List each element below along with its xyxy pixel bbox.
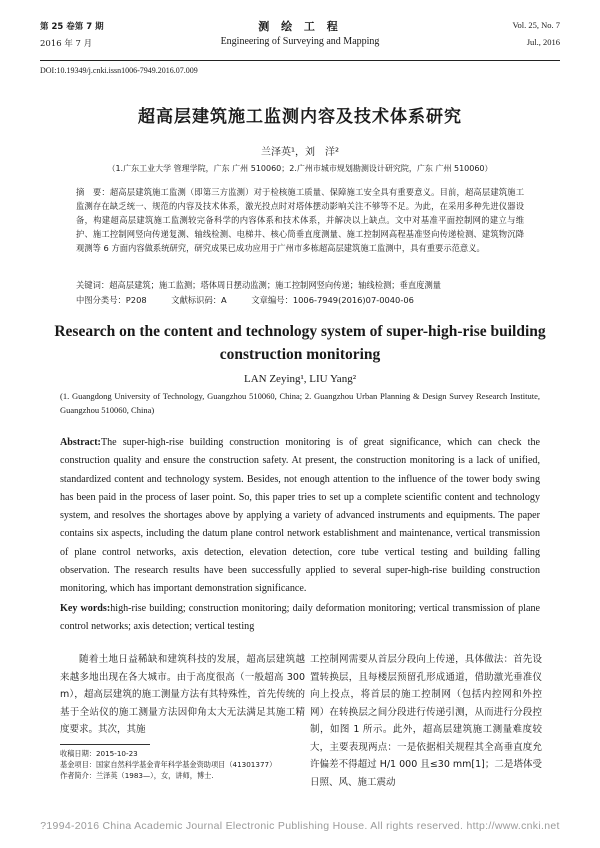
- title-en: Research on the content and technology system of super-high-rise building construction monitoring: [54, 323, 546, 363]
- date-cn: 2016 年 7 月: [40, 39, 93, 49]
- keywords-en-text: high-rise building; construction monitoring; daily deformation monitoring; vertical transmission of plane control networks; axis detection; vertical testing: [60, 603, 540, 633]
- journal-name-cn: 测 绘 工 程: [258, 20, 342, 33]
- authors-cn: 兰泽英¹，刘 洋²: [260, 147, 340, 158]
- abstract-en: [60, 434, 540, 599]
- affiliation-en: (1. Guangdong University of Technology, Guangzhou 510060, China; 2. Guangzhou Urban Planning & Design Survey Research Institute, Guangzhou 510060, China): [60, 391, 540, 415]
- volume-cn: 第 25 卷第 7 期: [40, 22, 104, 32]
- article-number: 文章编号：1006-7949(2016)07-0040-06: [251, 295, 414, 305]
- keywords-en-label: Key words:: [60, 603, 111, 614]
- title-cn: 超高层建筑施工监测内容及技术体系研究: [138, 107, 462, 127]
- footnote-author: 作者简介：兰泽英（1983—），女，讲师，博士.: [60, 771, 214, 780]
- body-paragraph: 工控制网需要从首层分段向上传递，具体做法：首先设置转换层，且每楼层预留孔形成通道，借助激光垂准仪向上投点，将首层的施工控制网（包括内控网和外控网）在转换层之间分段进行传递引测，从而进行分段控制，如图 1 所示。此外，超高层建筑施工测量难度较大，主要表现两点：一是依据相关规程其全高垂直度允许偏差不得超过 H/1 000 且≤30 mm[1]；二是塔体受日照、风、施工震动: [310, 654, 542, 788]
- abstract-en-text: The super-high-rise building construction monitoring is of great significance, which can check the construction quality and ensure the construction safety. At present, the construction monitoring is a lack of unified, standardized content and technology system. Besides, not enough attention to the influence of the tower body swing has been paid in the process of laser point. So, this paper tries to set up a complete scientific content and technology system, and resolves the shortages above by applying a variety of advanced instruments and equipments. The paper contains six aspects, including the datum plane control network establishment and maintenance, vertical transmission of plane control networks, axis detection, elevation detection, core tube vertical testing and building falling observation. The research results have been successfully applied to several super-high-rise building construction monitoring, which has important demonstration significance.: [60, 437, 540, 595]
- abstract-cn: 摘 要：超高层建筑施工监测（即第三方监测）对于检核施工质量、保障施工安全具有重要意义。目前，超高层建筑施工监测存在缺乏统一、规范的内容及技术体系，激光投点时对塔体摆动影响关注不够等不足。为此，在采用多种先进仪器设备，构建超高层建筑施工监测较完备科学的内容体系和技术体系，并解决以上缺点。文中对基准平面控制网的建立与维护、施工控制网竖向传递复测、轴线检测、电梯井、核心筒垂直度测量、施工控制网高程基准竖向传递检测、建筑物沉降观测等 6 方面内容做系统研究，研究成果已成功应用于广州市多栋超高层建筑施工监测中，具有重要示范意义。: [76, 187, 524, 254]
- publisher-footer: ?1994-2016 China Academic Journal Electronic Publishing House. All rights reserved. http://www.cnki.net: [40, 820, 560, 832]
- keywords-cn: 关键词：超高层建筑；施工监测；塔体周日摆动监测；施工控制网竖向传递；轴线检测；垂直度测量: [76, 280, 442, 290]
- authors-en: LAN Zeying¹, LIU Yang²: [243, 373, 356, 385]
- footnote-rule: [60, 744, 150, 745]
- footnote-received: 收稿日期：2015-10-23: [60, 749, 138, 758]
- volume-en: Vol. 25, No. 7: [512, 20, 560, 30]
- header-rule: [40, 60, 560, 61]
- footnotes: [60, 748, 305, 781]
- keywords-en: [60, 600, 540, 637]
- body-column-left: [60, 651, 305, 739]
- date-en: Jul., 2016: [526, 37, 560, 47]
- body-column-right: [310, 651, 542, 791]
- classification-meta: [76, 294, 540, 306]
- document-code: 文献标识码：A: [171, 295, 227, 305]
- body-paragraph: 随着土地日益稀缺和建筑科技的发展，超高层建筑越来越多地出现在各大城市。由于高度很高（一般超高 300 m），超高层建筑的施工测量方法有其特殊性，首先传统的基于全站仪的施工测量方法因仰角太大无法满足其施工精度要求。其次，其施: [60, 654, 305, 735]
- affiliation-cn: （1.广东工业大学 管理学院，广东 广州 510060；2.广州市城市规划勘测设计研究院，广东 广州 510060）: [107, 164, 493, 173]
- running-header: [40, 20, 560, 58]
- doi: DOI:10.19349/j.cnki.issn1006-7949.2016.07.009: [40, 66, 198, 75]
- clc-number: 中图分类号：P208: [76, 295, 147, 305]
- footnote-fund: 基金项目：国家自然科学基金青年科学基金资助项目（41301377）: [60, 760, 277, 769]
- journal-name-en: Engineering of Surveying and Mapping: [220, 36, 380, 47]
- abstract-en-label: Abstract:: [60, 437, 101, 448]
